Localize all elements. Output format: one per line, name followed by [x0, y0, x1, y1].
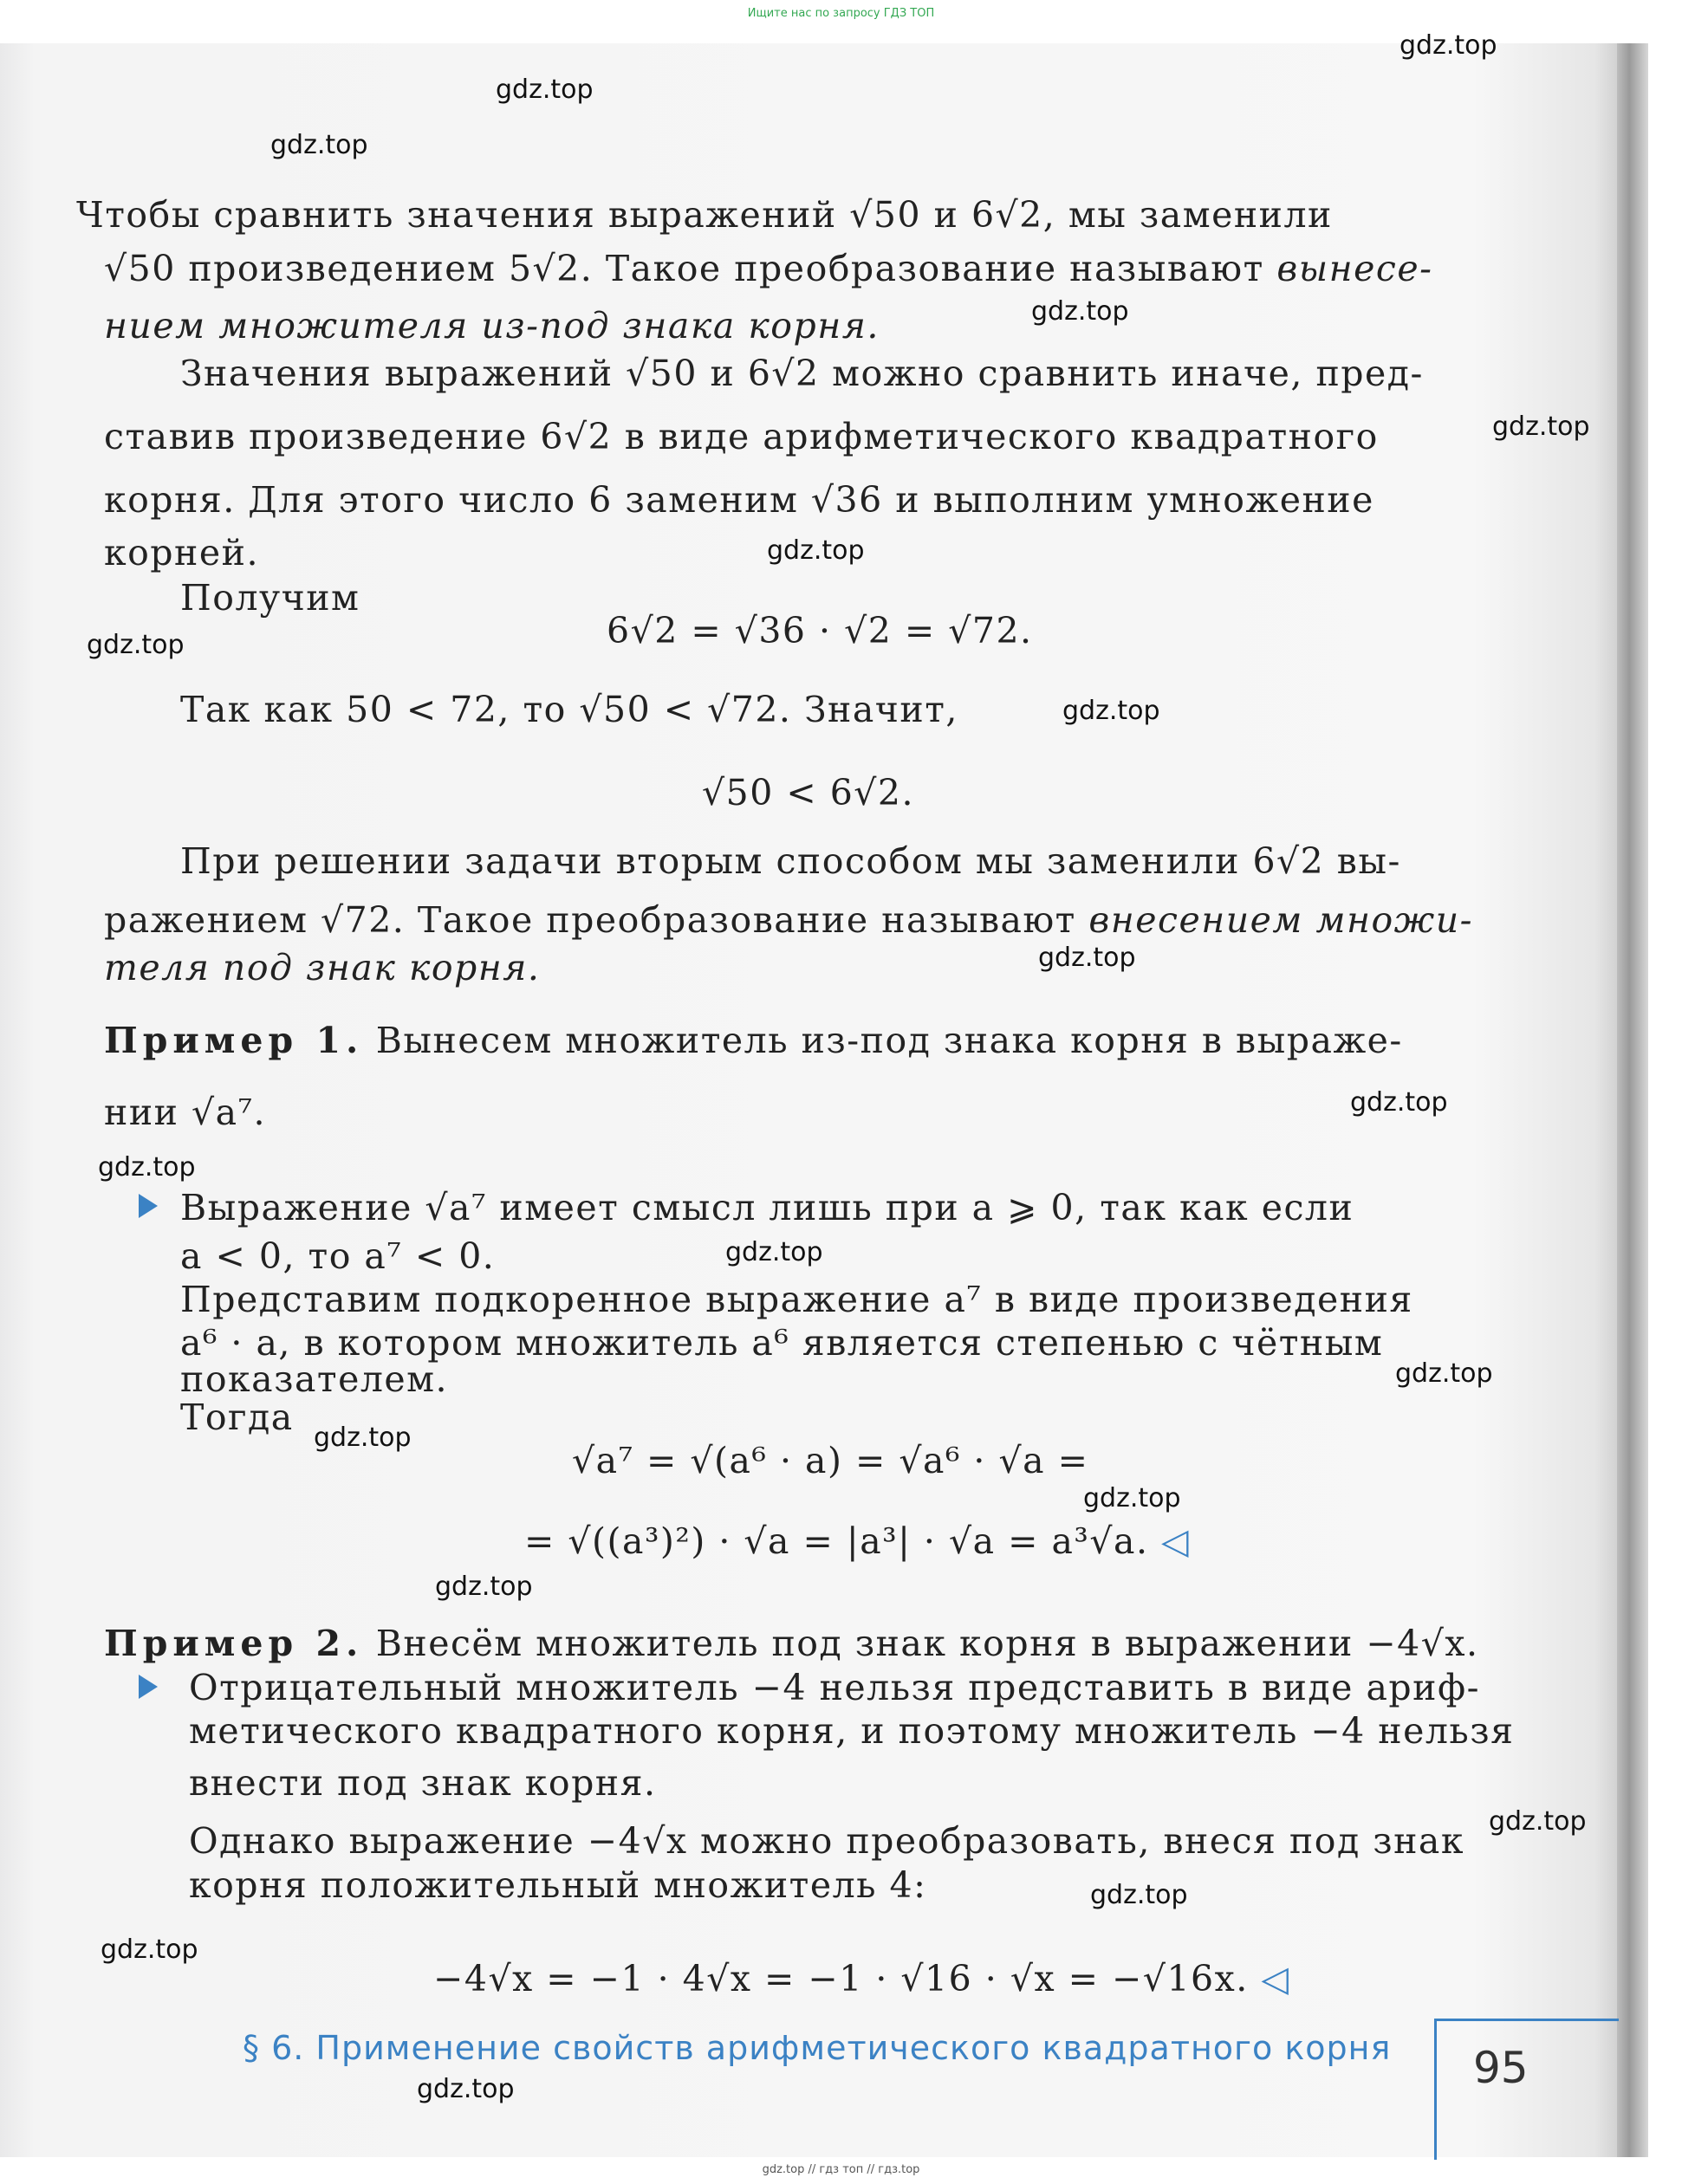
- para1-line3: нием множителя из-под знака корня.: [104, 305, 880, 347]
- bottom-banner: gdz.top // гдз топ // гдз.top: [762, 2163, 920, 2176]
- example1-body1: Выражение √a⁷ имеет смысл лишь при a ⩾ 0, так как если: [180, 1187, 1354, 1228]
- section-title: § 6. Применение свойств арифметического квадратного корня: [243, 2029, 1392, 2067]
- watermark: gdz.top: [496, 75, 594, 105]
- para3-line1: Так как 50 < 72, то √50 < √72. Значит,: [180, 689, 958, 730]
- solution-end-marker: ◁: [1161, 1520, 1191, 1562]
- example2-formula: −4√x = −1 · 4√x = −1 · √16 · √x = −√16x. ◁: [433, 1958, 1290, 1999]
- watermark: gdz.top: [270, 130, 368, 160]
- watermark: gdz.top: [1031, 296, 1129, 327]
- example1-body4: a⁶ · a, в котором множитель a⁶ является степенью с чётным: [180, 1322, 1384, 1364]
- example1-body5: показателем.: [180, 1358, 449, 1400]
- watermark: gdz.top: [1492, 412, 1590, 442]
- para2-line2: ставив произведение 6√2 в виде арифметического квадратного: [104, 416, 1379, 457]
- watermark: gdz.top: [87, 630, 185, 660]
- watermark: gdz.top: [435, 1572, 533, 1602]
- formula-1: 6√2 = √36 · √2 = √72.: [607, 610, 1033, 651]
- example1-formula2: = √((a³)²) · √a = |a³| · √a = a³√a. ◁: [524, 1520, 1191, 1562]
- example1-body2: a < 0, то a⁷ < 0.: [180, 1235, 496, 1277]
- watermark: gdz.top: [725, 1237, 823, 1267]
- example2-body3: внести под знак корня.: [189, 1762, 657, 1804]
- watermark: gdz.top: [1395, 1358, 1493, 1389]
- watermark: gdz.top: [101, 1934, 198, 1965]
- example1-line2: нии √a⁷.: [104, 1092, 267, 1133]
- para1-line1: Чтобы сравнить значения выражений √50 и 6√2, мы заменили: [76, 194, 1333, 236]
- watermark: gdz.top: [1350, 1087, 1448, 1118]
- para4-line3: теля под знак корня.: [104, 947, 541, 988]
- para2-line1: Значения выражений √50 и 6√2 можно сравнить иначе, пред-: [180, 353, 1424, 394]
- watermark: gdz.top: [417, 2074, 515, 2104]
- solution-end-marker: ◁: [1261, 1958, 1290, 1999]
- book-spine: [1617, 43, 1648, 2157]
- para4-line2: ражением √72. Такое преобразование называют внесением множи-: [104, 899, 1473, 941]
- example1-body3: Представим подкоренное выражение a⁷ в виде произведения: [180, 1279, 1413, 1320]
- para4-line1: При решении задачи вторым способом мы заменили 6√2 вы-: [180, 840, 1401, 882]
- example1-heading: Пример 1. Вынесем множитель из-под знака корня в выраже-: [104, 1020, 1403, 1061]
- para2-line3: корня. Для этого число 6 заменим √36 и выполним умножение: [104, 479, 1374, 521]
- solution-start-marker: [139, 1675, 158, 1699]
- watermark: gdz.top: [1090, 1880, 1188, 1910]
- example2-body1: Отрицательный множитель −4 нельзя представить в виде ариф-: [189, 1667, 1480, 1708]
- watermark: gdz.top: [1083, 1483, 1181, 1513]
- watermark: gdz.top: [98, 1152, 196, 1183]
- watermark: gdz.top: [1489, 1806, 1587, 1837]
- example2-body5: корня положительный множитель 4:: [189, 1864, 927, 1906]
- example2-body2: метического квадратного корня, и поэтому множитель −4 нельзя: [189, 1710, 1515, 1752]
- watermark: gdz.top: [1400, 30, 1497, 61]
- example2-body4: Однако выражение −4√x можно преобразовать, внеся под знак: [189, 1820, 1464, 1862]
- para2-line4: корней.: [104, 532, 260, 574]
- solution-start-marker: [139, 1194, 158, 1218]
- para1-line2: √50 произведением 5√2. Такое преобразование называют вынесе-: [104, 248, 1433, 289]
- watermark: gdz.top: [1062, 696, 1160, 726]
- page-number: 95: [1473, 2043, 1529, 2093]
- watermark: gdz.top: [314, 1423, 412, 1453]
- watermark: gdz.top: [1038, 943, 1136, 973]
- watermark: gdz.top: [767, 535, 865, 566]
- example1-body6: Тогда: [180, 1397, 294, 1438]
- top-banner: Ищите нас по запросу ГДЗ ТОП: [747, 7, 935, 20]
- example1-formula1: √a⁷ = √(a⁶ · a) = √a⁶ · √a =: [572, 1440, 1089, 1481]
- formula-2: √50 < 6√2.: [702, 772, 915, 813]
- para2-line5: Получим: [180, 577, 360, 619]
- example2-heading: Пример 2. Внесём множитель под знак корня в выражении −4√x.: [104, 1623, 1479, 1664]
